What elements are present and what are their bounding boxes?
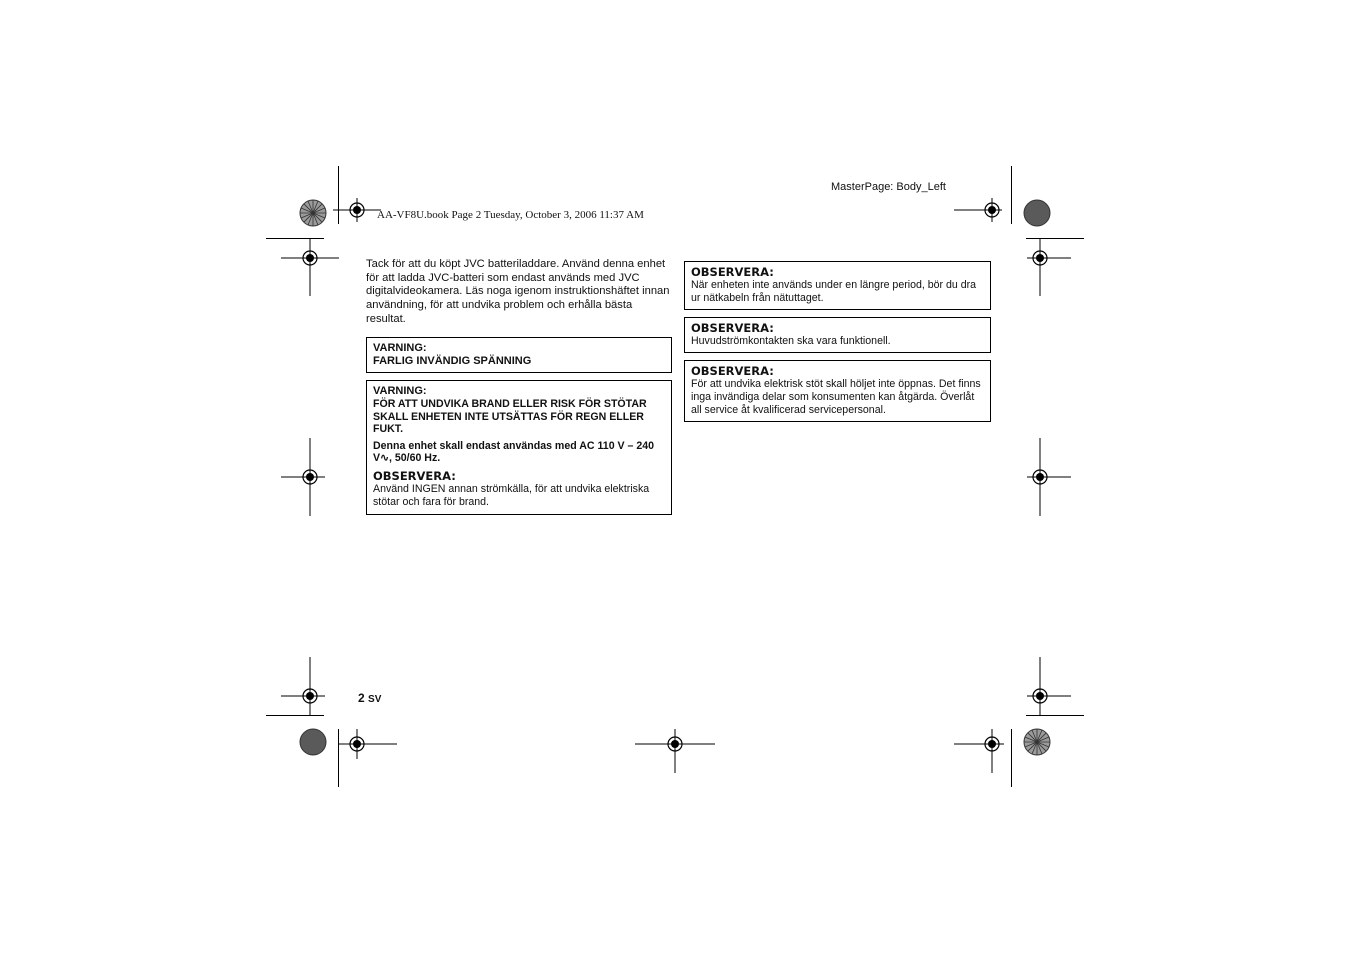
- registration-mark-icon: [635, 729, 715, 773]
- registration-mark-icon: [333, 198, 381, 222]
- registration-mark-icon: [1011, 438, 1071, 516]
- warning-text: FÖR ATT UNDVIKA BRAND ELLER RISK FÖR STÖTAR SKALL ENHETEN INTE UTSÄTTAS FÖR REGN ELLER FUKT.: [373, 398, 647, 436]
- crop-mark-line: [266, 715, 324, 716]
- caution-text: Använd INGEN annan strömkälla, för att undvika elektriska stötar och fara för brand.: [373, 482, 650, 508]
- intro-paragraph: Tack för att du köpt JVC batteriladdare. Använd denna enhet för att ladda JVC-batteri som endast används med JVC digitalvideokamera. Läs noga igenom instruktionshäftet innan användning, för att undvika problem och erhålla bästa resultat.: [366, 258, 670, 325]
- caution-box-unplug: [684, 261, 991, 310]
- warning-box-voltage: [366, 337, 672, 373]
- registration-mark-icon: [281, 438, 341, 516]
- crop-mark-line: [1026, 715, 1084, 716]
- caution-label: OBSERVERA:: [691, 265, 774, 279]
- caution-text: Huvudströmkontakten ska vara funktionell.: [691, 335, 891, 347]
- caution-text: När enheten inte används under en längre period, bör du dra ur nätkabeln från nätuttaget.: [691, 279, 977, 304]
- gray-patch-icon: [1023, 199, 1051, 227]
- caution-label: OBSERVERA:: [691, 321, 774, 335]
- crop-mark-line: [1011, 729, 1012, 787]
- caution-text: För att undvika elektrisk stöt skall höljet inte öppnas. Det finns inga invändiga delar som konsumenten kan åtgärda. Överlåt all service åt kvalificerad servicepersonal.: [691, 378, 981, 416]
- book-info-line: AA-VF8U.book Page 2 Tuesday, October 3, 2006 11:37 AM: [377, 209, 644, 221]
- power-requirement-voltage: Denna enhet skall endast användas med AC 110 V – 240 V: [373, 439, 655, 465]
- starburst-target-icon: [299, 199, 327, 227]
- warning-label: VARNING:: [373, 342, 427, 354]
- registration-mark-icon: [954, 729, 1004, 773]
- warning-text: FARLIG INVÄNDIG SPÄNNING: [373, 355, 532, 367]
- warning-box-fire: [366, 380, 672, 515]
- crop-mark-line: [1011, 166, 1012, 224]
- registration-mark-icon: [954, 198, 1002, 222]
- language-code: SV: [368, 694, 382, 705]
- registration-mark-icon: [281, 238, 341, 296]
- registration-mark-icon: [1011, 238, 1071, 296]
- caution-box-mainswitch: [684, 317, 991, 353]
- page-number-value: 2: [358, 691, 365, 705]
- masterpage-label: MasterPage: Body_Left: [831, 181, 946, 193]
- ac-symbol-icon: ∿: [380, 452, 389, 465]
- caution-label: OBSERVERA:: [691, 364, 774, 378]
- page-number: [358, 691, 381, 705]
- caution-box-service: [684, 360, 991, 422]
- warning-label: VARNING:: [373, 385, 427, 397]
- power-requirement-frequency: , 50/60 Hz.: [388, 452, 441, 465]
- registration-mark-icon: [281, 657, 341, 715]
- caution-label: OBSERVERA:: [373, 468, 456, 483]
- power-requirement: [373, 440, 665, 465]
- registration-mark-icon: [333, 729, 397, 759]
- gray-patch-icon: [299, 728, 327, 756]
- starburst-target-icon: [1023, 728, 1051, 756]
- registration-mark-icon: [1011, 657, 1071, 715]
